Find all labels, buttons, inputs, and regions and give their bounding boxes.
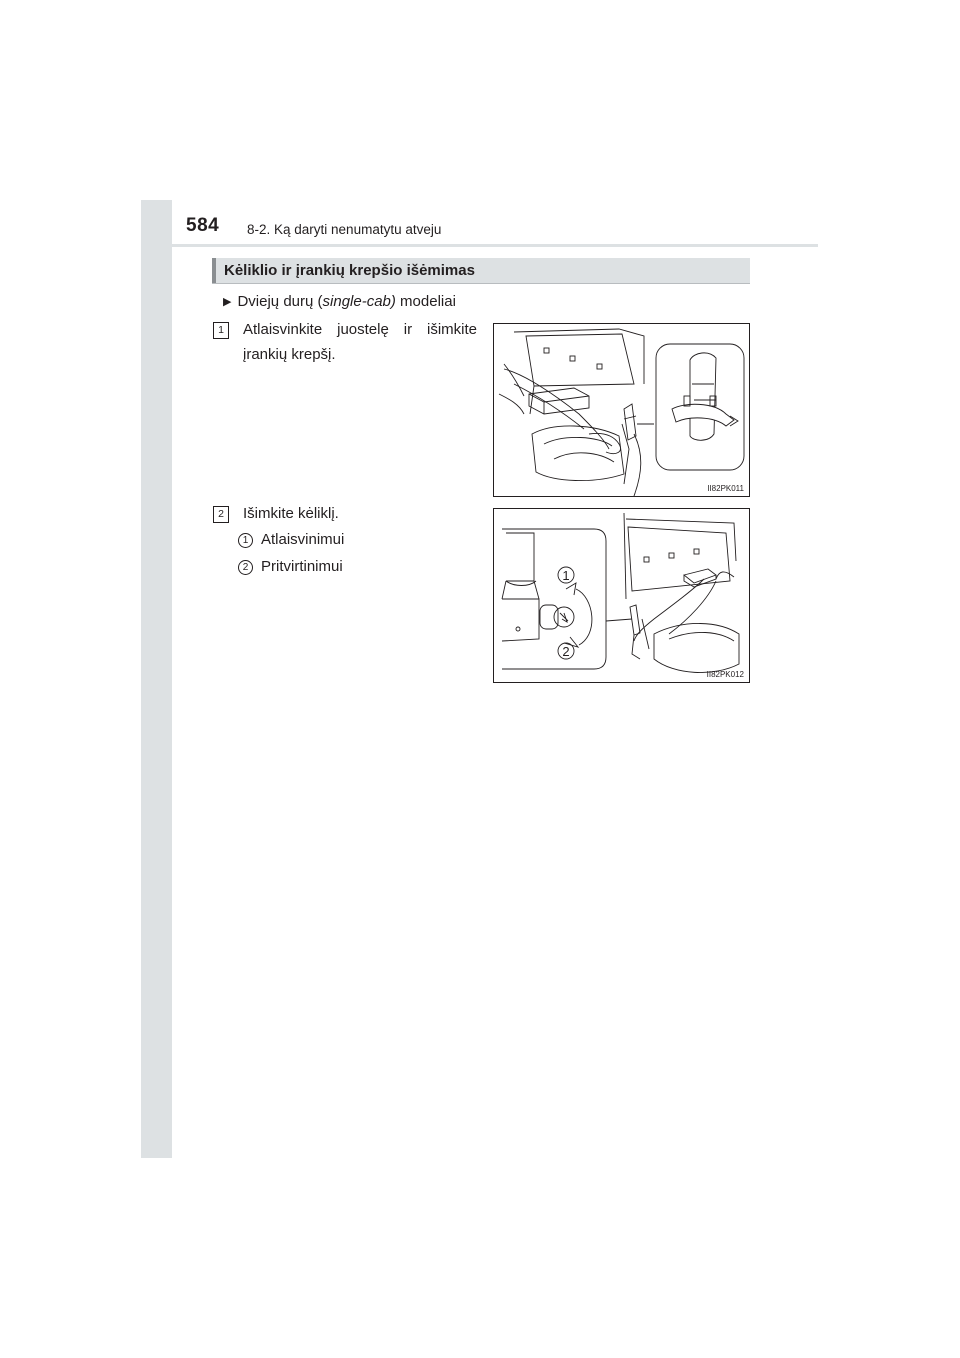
section-reference: 8-2. Ką daryti nenumatytu atveju <box>247 222 442 237</box>
subitem-2-number: 2 <box>238 560 253 575</box>
bullet-text-after: modeliai <box>395 293 456 310</box>
heading-accent <box>212 258 216 283</box>
jack-illustration <box>494 509 749 682</box>
section-heading: Kėliklio ir įrankių krepšio išėmimas <box>224 262 475 279</box>
bullet-text-italic: single-cab) <box>322 293 396 310</box>
step-1-line-1: Atlaisvinkite juostelę ir išimkite <box>243 321 477 338</box>
subitem-1-number: 1 <box>238 533 253 548</box>
section-heading-bar <box>212 258 750 284</box>
figure-tool-bag <box>493 323 750 497</box>
subitem-1-text: Atlaisvinimui <box>261 531 345 548</box>
figure-jack <box>493 508 750 683</box>
step-2-number: 2 <box>213 506 229 523</box>
callout-2: 2 <box>562 644 570 659</box>
triangle-bullet-icon: ▶ <box>223 296 232 308</box>
step-2-text: Išimkite kėliklį. <box>243 505 339 522</box>
page-number: 584 <box>186 215 220 236</box>
side-band <box>141 200 172 1158</box>
bullet-text-before: Dviejų durų ( <box>237 293 323 310</box>
step-1-number: 1 <box>213 322 229 339</box>
header-rule <box>141 244 818 247</box>
model-bullet <box>223 293 456 310</box>
callout-1: 1 <box>562 568 570 583</box>
step-1-text <box>243 317 477 367</box>
figure-1-code: II82PK011 <box>707 484 744 493</box>
figure-2-code: II82PK012 <box>706 670 744 679</box>
step-1-line-2: įrankių krepšį. <box>243 346 336 363</box>
subitem-2-text: Pritvirtinimui <box>261 558 343 575</box>
tool-bag-illustration <box>494 324 749 496</box>
